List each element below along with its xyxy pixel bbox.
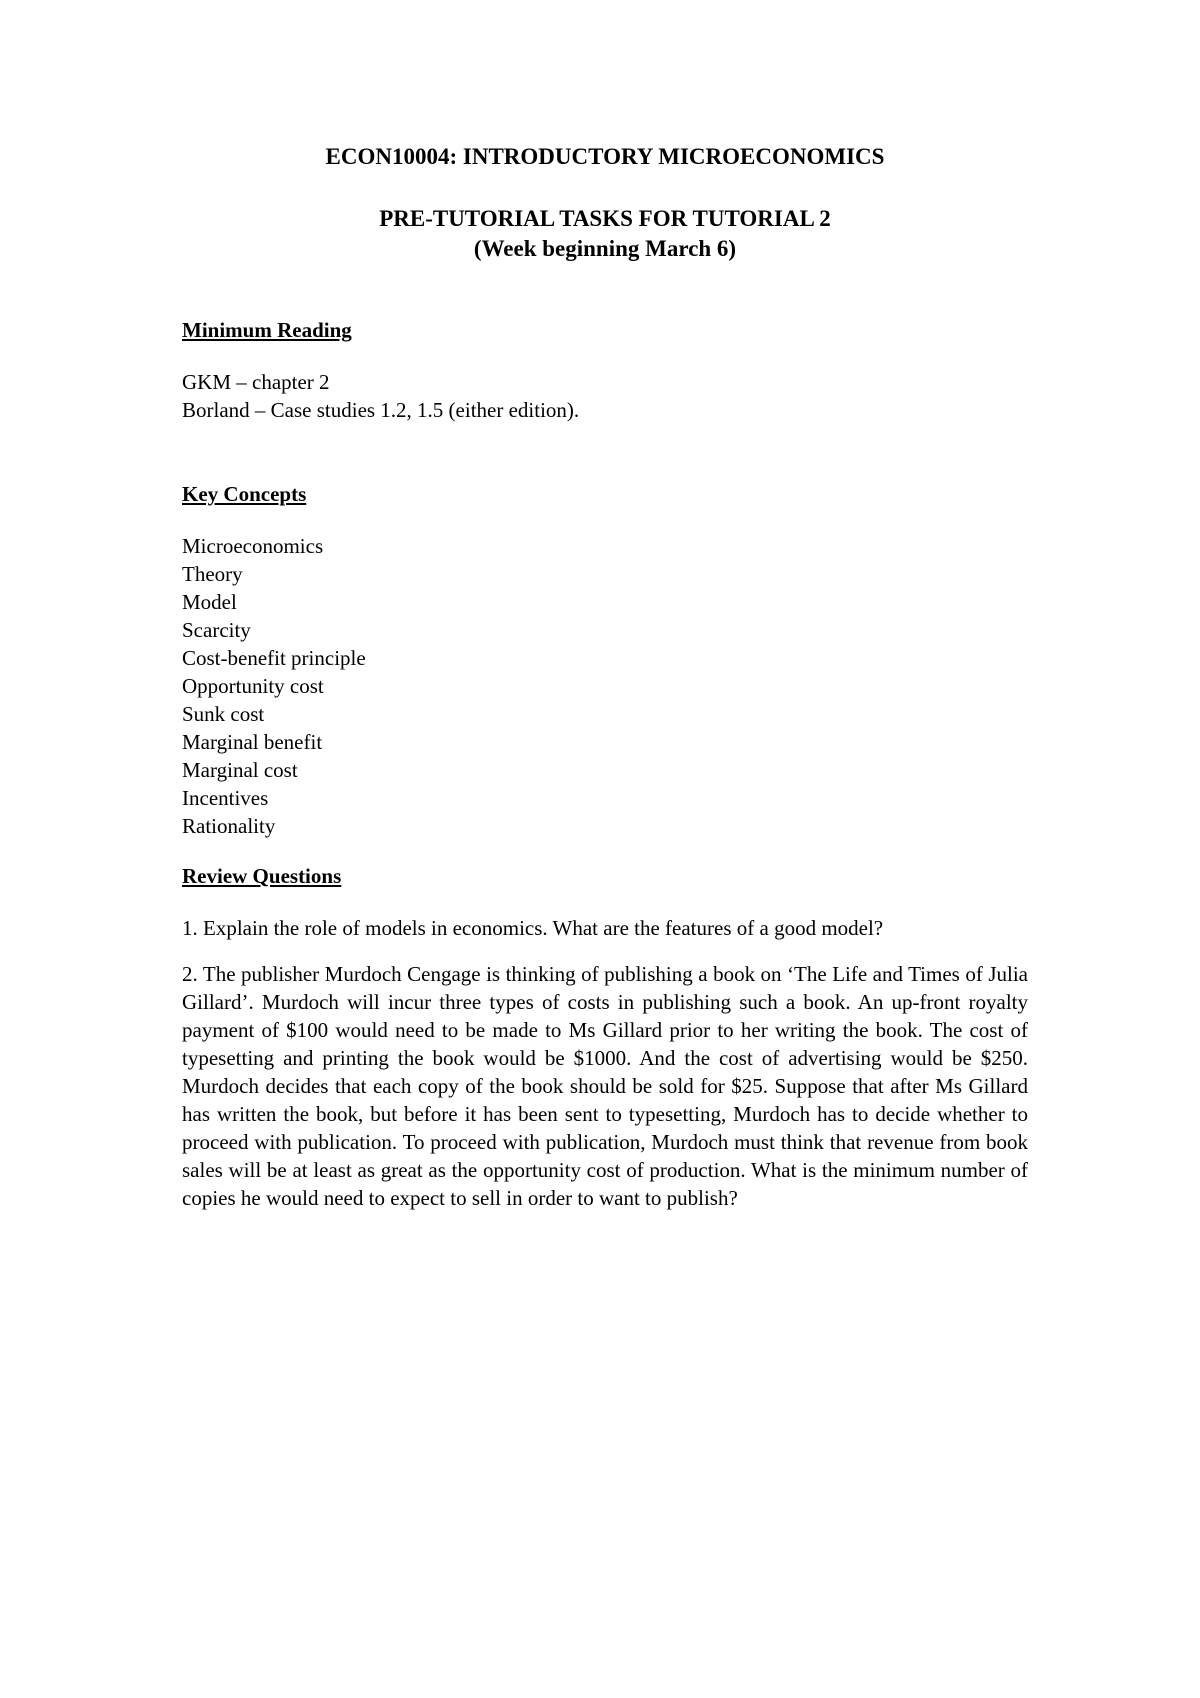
minimum-reading-list	[182, 368, 1028, 424]
concept-item: Marginal cost	[182, 758, 298, 782]
reading-item: GKM – chapter 2	[182, 370, 330, 394]
concept-item: Incentives	[182, 786, 269, 810]
minimum-reading-heading: Minimum Reading	[182, 318, 352, 342]
key-concepts-list	[182, 532, 1028, 840]
document-subtitle: PRE-TUTORIAL TASKS FOR TUTORIAL 2	[379, 206, 831, 231]
concept-item: Theory	[182, 562, 243, 586]
week-label: (Week beginning March 6)	[473, 236, 737, 261]
review-questions-heading: Review Questions	[182, 864, 342, 888]
key-concepts-heading: Key Concepts	[182, 482, 307, 506]
review-question-2: 2. The publisher Murdoch Cengage is thinking of publishing a book on ‘The Life and Times of Julia Gillard’. Murdoch will incur three types of costs in publishing such a book. An up-front royalty payment of $100 would need to be made to Ms Gillard prior to her writing the book. The cost of typesetting and printing the book would be $1000. And the cost of advertising would be $250. Murdoch decides that each copy of the book should be sold for $25. Suppose that after Ms Gillard has written the book, but before it has been sent to typesetting, Murdoch has to decide whether to proceed with publication. To proceed with publication, Murdoch must think that revenue from book sales will be at least as great as the opportunity cost of production. What is the minimum number of copies he would need to expect to sell in order to want to publish?	[182, 962, 1028, 1210]
concept-item: Scarcity	[182, 618, 251, 642]
concept-item: Rationality	[182, 814, 276, 838]
concept-item: Opportunity cost	[182, 674, 324, 698]
concept-item: Marginal benefit	[182, 730, 323, 754]
concept-item: Model	[182, 590, 237, 614]
concept-item: Microeconomics	[182, 534, 324, 558]
concept-item: Sunk cost	[182, 702, 265, 726]
course-title: ECON10004: INTRODUCTORY MICROECONOMICS	[325, 144, 885, 169]
review-question-1: 1. Explain the role of models in economics. What are the features of a good model?	[182, 916, 884, 940]
reading-item: Borland – Case studies 1.2, 1.5 (either edition).	[182, 398, 580, 422]
concept-item: Cost-benefit principle	[182, 646, 366, 670]
document-body	[182, 142, 1028, 1230]
